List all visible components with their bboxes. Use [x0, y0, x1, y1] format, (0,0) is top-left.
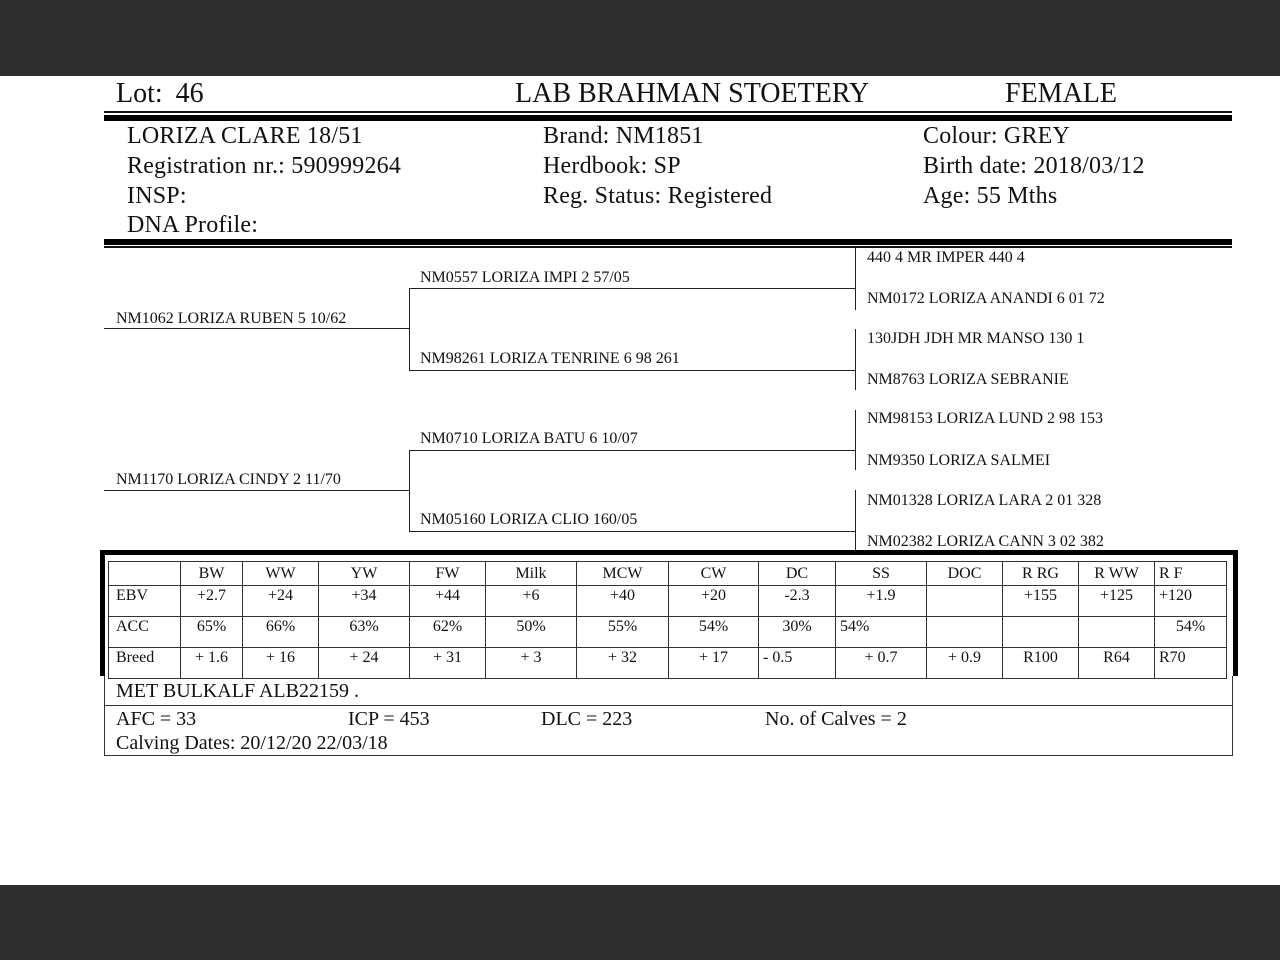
dam-bracket	[409, 450, 410, 531]
table-cell: + 0.7	[836, 648, 927, 679]
col-header: DOC	[927, 562, 1003, 586]
table-cell: +20	[669, 586, 759, 617]
ebv-header-row	[109, 562, 1227, 586]
table-row	[109, 648, 1227, 679]
info-rule-thick	[104, 239, 1232, 245]
ggp-bracket-2	[855, 329, 856, 390]
sex-label: FEMALE	[1005, 78, 1117, 109]
dlc-value: DLC = 223	[541, 708, 633, 730]
table-cell: +120	[1155, 586, 1227, 617]
ggp-bracket-3	[855, 410, 856, 470]
table-cell: 62%	[410, 617, 486, 648]
table-cell: 54%	[836, 617, 927, 648]
table-cell: 30%	[759, 617, 836, 648]
table-cell: R70	[1155, 648, 1227, 679]
pedigree-sire: NM1062 LORIZA RUBEN 5 10/62	[116, 310, 347, 327]
sire-bracket	[409, 288, 410, 370]
pedigree-ggp-4: NM8763 LORIZA SEBRANIE	[867, 371, 1069, 388]
col-header: WW	[243, 562, 319, 586]
pedigree-sire-dam: NM98261 LORIZA TENRINE 6 98 261	[420, 350, 680, 367]
calves-count: No. of Calves = 2	[765, 708, 907, 730]
breeder-name: LAB BRAHMAN STOETERY	[515, 78, 870, 109]
table-cell: +34	[319, 586, 410, 617]
table-cell: +125	[1079, 586, 1155, 617]
sire-dam-line	[409, 370, 855, 371]
table-cell: + 1.6	[181, 648, 243, 679]
pedigree-ggp-6: NM9350 LORIZA SALMEI	[867, 452, 1051, 469]
col-header: DC	[759, 562, 836, 586]
registration-number: Registration nr.: 590999264	[127, 153, 402, 179]
colour-field: Colour: GREY	[923, 123, 1071, 149]
pedigree-ggp-1: 440 4 MR IMPER 440 4	[867, 249, 1025, 266]
sire-sire-line	[409, 288, 855, 289]
birth-date-field: Birth date: 2018/03/12	[923, 153, 1145, 179]
header-rule-thin	[104, 111, 1232, 113]
catalogue-page	[0, 76, 1280, 885]
table-cell: + 16	[243, 648, 319, 679]
table-cell: +1.9	[836, 586, 927, 617]
reg-status-field: Reg. Status: Registered	[543, 183, 773, 209]
col-header: Milk	[486, 562, 577, 586]
table-row	[109, 586, 1227, 617]
lot-heading	[116, 78, 204, 110]
table-cell	[927, 617, 1003, 648]
table-cell: +44	[410, 586, 486, 617]
col-header: SS	[836, 562, 927, 586]
dam-dam-line	[409, 531, 855, 532]
col-header: YW	[319, 562, 410, 586]
dam-sire-line	[409, 450, 855, 451]
pedigree-ggp-2: NM0172 LORIZA ANANDI 6 01 72	[867, 290, 1105, 307]
afc-value: AFC = 33	[116, 708, 197, 730]
table-cell	[1003, 617, 1079, 648]
table-cell: +40	[577, 586, 669, 617]
insp-field: INSP:	[127, 183, 187, 209]
pedigree-dam-dam: NM05160 LORIZA CLIO 160/05	[420, 511, 638, 528]
brand-field: Brand: NM1851	[543, 123, 704, 149]
row-label: EBV	[109, 586, 181, 617]
pedigree-sire-sire: NM0557 LORIZA IMPI 2 57/05	[420, 269, 630, 286]
col-header	[109, 562, 181, 586]
calving-dates: Calving Dates: 20/12/20 22/03/18	[116, 732, 388, 754]
ebv-table	[108, 561, 1227, 679]
sire-line	[104, 328, 409, 329]
herdbook-field: Herdbook: SP	[543, 153, 681, 179]
table-cell: R100	[1003, 648, 1079, 679]
pedigree-ggp-7: NM01328 LORIZA LARA 2 01 328	[867, 492, 1102, 509]
age-field: Age: 55 Mths	[923, 183, 1058, 209]
table-cell: 55%	[577, 617, 669, 648]
ggp-bracket-1	[855, 248, 856, 310]
table-cell: 50%	[486, 617, 577, 648]
table-cell: R64	[1079, 648, 1155, 679]
table-cell: + 3	[486, 648, 577, 679]
ggp-bracket-4	[855, 490, 856, 552]
table-cell: +24	[243, 586, 319, 617]
table-cell: -2.3	[759, 586, 836, 617]
col-header: R WW	[1079, 562, 1155, 586]
col-header: R RG	[1003, 562, 1079, 586]
dna-profile-field: DNA Profile:	[127, 212, 259, 238]
col-header: MCW	[577, 562, 669, 586]
table-cell	[1079, 617, 1155, 648]
lot-number: 46	[175, 78, 204, 109]
table-cell: + 31	[410, 648, 486, 679]
table-cell: + 0.9	[927, 648, 1003, 679]
col-header: FW	[410, 562, 486, 586]
icp-value: ICP = 453	[348, 708, 430, 730]
table-cell	[927, 586, 1003, 617]
table-cell: + 17	[669, 648, 759, 679]
table-cell: 65%	[181, 617, 243, 648]
table-cell: 54%	[669, 617, 759, 648]
animal-name: LORIZA CLARE 18/51	[127, 123, 363, 149]
table-cell: 54%	[1155, 617, 1227, 648]
pedigree-dam-sire: NM0710 LORIZA BATU 6 10/07	[420, 430, 638, 447]
footer-separator	[104, 705, 1233, 706]
pedigree-dam: NM1170 LORIZA CINDY 2 11/70	[116, 471, 341, 488]
pedigree-ggp-8: NM02382 LORIZA CANN 3 02 382	[867, 533, 1104, 550]
table-cell: +2.7	[181, 586, 243, 617]
table-cell: +6	[486, 586, 577, 617]
table-cell: 63%	[319, 617, 410, 648]
table-cell: - 0.5	[759, 648, 836, 679]
pedigree-ggp-3: 130JDH JDH MR MANSO 130 1	[867, 330, 1085, 347]
col-header: BW	[181, 562, 243, 586]
col-header: R F	[1155, 562, 1227, 586]
remark-text: MET BULKALF ALB22159 .	[116, 680, 359, 702]
table-cell: + 24	[319, 648, 410, 679]
table-cell: 66%	[243, 617, 319, 648]
lot-label: Lot:	[116, 78, 163, 109]
dam-line	[104, 490, 409, 491]
pedigree-ggp-5: NM98153 LORIZA LUND 2 98 153	[867, 410, 1103, 427]
row-label: ACC	[109, 617, 181, 648]
col-header: CW	[669, 562, 759, 586]
table-cell: +155	[1003, 586, 1079, 617]
row-label: Breed	[109, 648, 181, 679]
table-cell: + 32	[577, 648, 669, 679]
table-row	[109, 617, 1227, 648]
info-rule-thin	[104, 246, 1232, 248]
